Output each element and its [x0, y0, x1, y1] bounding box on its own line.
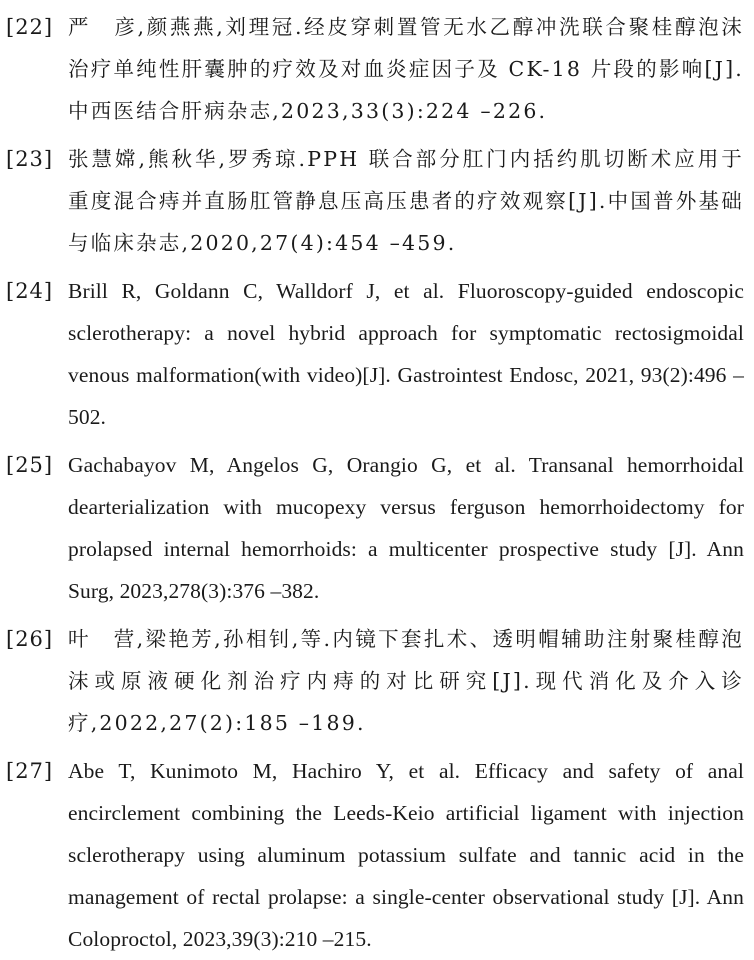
reference-number: [24] — [6, 279, 54, 303]
reference-text: Abe T, Kunimoto M, Hachiro Y, et al. Efficacy and safety of anal encirclement combining the Leeds-Keio artificial ligament with injection sclerotherapy using aluminum potassium sulfate and tannic acid in the management of rectal prolapse: a single-center observational study [J]. Ann Coloproctol, 2023,39(3):210 –215. — [68, 759, 744, 951]
reference-text: 叶 营,梁艳芳,孙相钊,等.内镜下套扎术、透明帽辅助注射聚桂醇泡沫或原液硬化剂治疗内痔的对比研究[J].现代消化及介入诊疗,2022,27(2):185 –189. — [68, 627, 744, 735]
reference-number: [25] — [6, 453, 54, 477]
reference-item — [6, 618, 744, 744]
reference-number: [23] — [6, 147, 54, 171]
reference-text: Brill R, Goldann C, Walldorf J, et al. Fluoroscopy-guided endoscopic sclerotherapy: a novel hybrid approach for symptomatic rectosigmoidal venous malformation(with video)[J]. Gastrointest Endosc, 2021, 93(2):496 –502. — [68, 279, 744, 429]
reference-item — [6, 444, 744, 612]
reference-text: 张慧嫦,熊秋华,罗秀琼.PPH 联合部分肛门内括约肌切断术应用于重度混合痔并直肠肛管静息压高压患者的疗效观察[J].中国普外基础与临床杂志,2020,27(4):454 –459. — [68, 147, 744, 255]
reference-text: 严 彦,颜燕燕,刘理冠.经皮穿刺置管无水乙醇冲洗联合聚桂醇泡沫治疗单纯性肝囊肿的疗效及对血炎症因子及 CK-18 片段的影响[J].中西医结合肝病杂志,2023,33(3):224 –226. — [68, 15, 744, 123]
reference-item — [6, 6, 744, 132]
reference-item — [6, 750, 744, 960]
reference-number: [22] — [6, 15, 54, 39]
reference-item — [6, 138, 744, 264]
reference-item — [6, 270, 744, 438]
reference-number: [27] — [6, 759, 54, 783]
reference-number: [26] — [6, 627, 54, 651]
reference-text: Gachabayov M, Angelos G, Orangio G, et al. Transanal hemorrhoidal dearterialization with mucopexy versus ferguson hemorrhoidectomy for prolapsed internal hemorrhoids: a multicenter prospective study [J]. Ann Surg, 2023,278(3):376 –382. — [68, 453, 744, 603]
